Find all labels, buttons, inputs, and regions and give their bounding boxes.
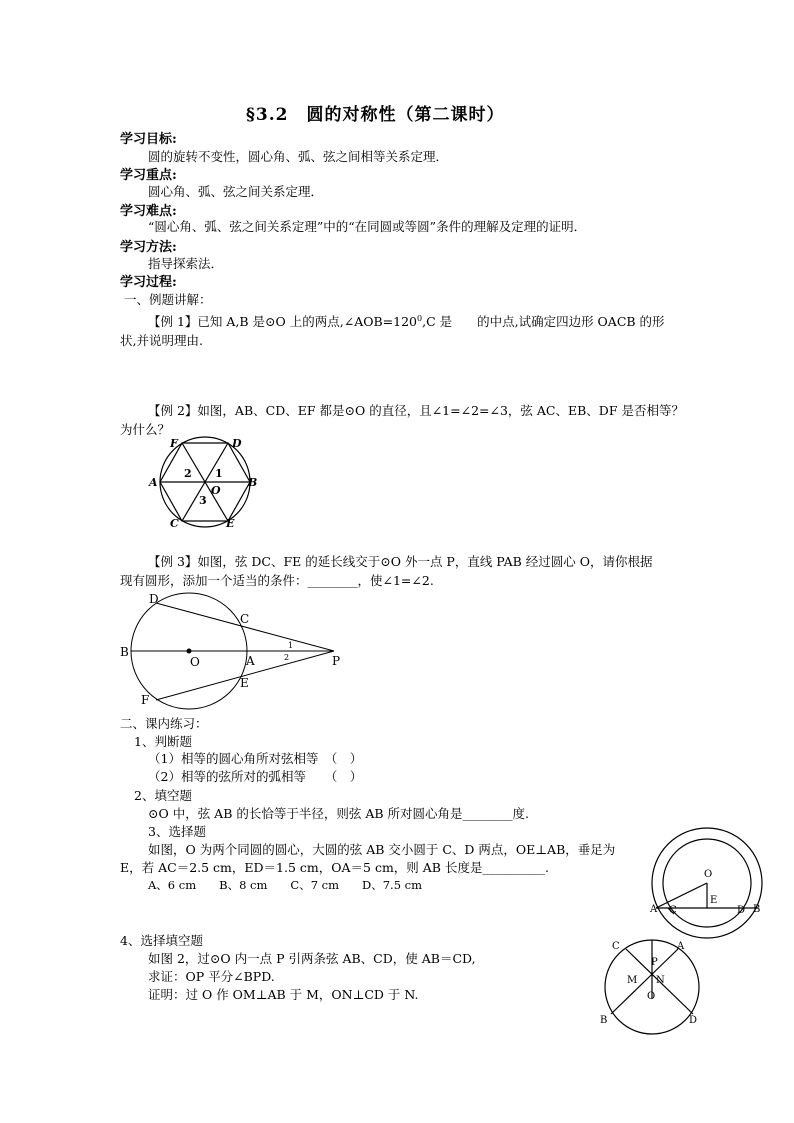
fig2-label-D: D <box>149 592 159 606</box>
fig2-label-F: F <box>141 693 150 707</box>
q3-options: A、6 cm B、8 cm C、7 cm D、7.5 cm <box>148 878 423 892</box>
q2-text: ⊙O 中，弦 AB 的长恰等于半径，则弦 AB 所对圆心角是________度. <box>148 806 529 821</box>
fig1-label-F: F <box>170 437 178 450</box>
part1-heading: 一、例题讲解： <box>124 292 212 307</box>
fig3-label-O: O <box>704 869 713 880</box>
fig2-label-E: E <box>240 676 249 690</box>
q4-heading: 4、选择填空题 <box>120 933 203 948</box>
q4-line3: 证明：过 O 作 OM⊥AB 于 M，ON⊥CD 于 N. <box>148 987 419 1002</box>
fig4-label-M: M <box>627 975 638 986</box>
q1-heading: 1、判断题 <box>134 734 192 749</box>
fig1-angle-3: 3 <box>199 494 207 507</box>
fig2-label-A: A <box>246 654 255 668</box>
fig2-angle-1: 1 <box>288 641 294 650</box>
example3-line1: 【例 3】如图，弦 DC、FE 的延长线交于⊙O 外一点 P，直线 PAB 经过圆心 O，请你根据 <box>148 554 653 569</box>
fig1-label-A: A <box>149 476 158 489</box>
fig4-label-O: O <box>647 991 656 1002</box>
fig2-label-C: C <box>240 612 250 626</box>
example2-line1: 【例 2】如图，AB、CD、EF 都是⊙O 的直径，且∠1=∠2=∠3，弦 AC、EB、DF 是否相等？ <box>148 403 684 418</box>
example3-line2: 现有圆形，添加一个适当的条件：________，使∠1=∠2. <box>120 573 434 588</box>
fig2-label-B: B <box>120 645 129 659</box>
example1-line2: 状,并说明理由. <box>120 333 203 348</box>
fig1-angle-2: 2 <box>184 467 192 480</box>
fig1-label-C: C <box>170 517 179 530</box>
q1-item1: （1）相等的圆心角所对弦相等 （ ） <box>148 751 363 766</box>
goal-text: 圆的旋转不变性，圆心角、弧、弦之间相等关系定理． <box>148 149 449 164</box>
q2-heading: 2、填空题 <box>134 788 192 803</box>
figure-example2 <box>148 432 268 532</box>
q3-line1: 如图，O 为两个同圆的圆心，大圆的弦 AB 交小圆于 C、D 两点，OE⊥AB，垂足为 <box>148 842 616 857</box>
fig3-label-E: E <box>710 895 718 906</box>
goal-heading: 学习目标: <box>120 132 177 147</box>
fig4-label-B: B <box>600 1015 608 1026</box>
figure-q4 <box>600 937 715 1037</box>
q3-line2: E，若 AC＝2.5 cm，ED＝1.5 cm，OA＝5 cm，则 AB 长度是__________. <box>120 860 549 875</box>
key-heading: 学习重点: <box>120 168 177 183</box>
figure-example3 <box>118 590 348 708</box>
part2-heading: 二、课内练习： <box>120 716 208 731</box>
fig4-label-C: C <box>612 941 620 952</box>
fig1-angle-1: 1 <box>215 467 223 480</box>
fig3-label-B: B <box>753 904 761 915</box>
q1-item2: （2）相等的弦所对的弧相等 （ ） <box>148 769 363 784</box>
figure-q3 <box>650 828 770 940</box>
method-text: 指导探索法． <box>148 256 224 271</box>
fig2-label-P: P <box>332 654 341 668</box>
q4-line2: 求证：OP 平分∠BPD. <box>148 969 275 984</box>
fig4-label-A: A <box>677 941 685 952</box>
fig3-label-C: C <box>669 905 677 916</box>
fig2-center-dot <box>187 649 192 654</box>
difficulty-heading: 学习难点: <box>120 204 177 219</box>
fig1-label-E: E <box>226 517 235 530</box>
fig4-label-D: D <box>689 1015 698 1026</box>
fig1-label-B: B <box>248 476 258 489</box>
fig2-label-O: O <box>190 655 200 669</box>
fig4-label-P: P <box>651 957 658 968</box>
example2-line2: 为什么？ <box>120 422 171 437</box>
fig4-label-N: N <box>656 975 665 986</box>
example1-line1: 【例 1】已知 A,B 是⊙O 上的两点$,\angle AOB=120^0,C$ 是 的中点,试确定四边形 OACB 的形 <box>148 313 665 329</box>
fig1-label-D: D <box>232 437 242 450</box>
page-title: §3.2 圆的对称性（第二课时） <box>246 105 505 125</box>
method-heading: 学习方法: <box>120 240 177 255</box>
fig2-angle-2: 2 <box>284 653 290 662</box>
fig1-label-O: O <box>211 484 221 497</box>
fig3-label-A: A <box>650 904 658 915</box>
q4-line1: 如图 2，过⊙O 内一点 P 引两条弦 AB、CD，使 AB＝CD, <box>148 951 476 966</box>
fig3-label-D: D <box>737 905 746 916</box>
process-heading: 学习过程: <box>120 275 177 290</box>
key-text: 圆心角、弧、弦之间关系定理． <box>148 184 324 199</box>
q3-heading: 3、选择题 <box>148 824 206 839</box>
difficulty-text: “圆心角、弧、弦之间关系定理”中的“在同圆或等圆”条件的理解及定理的证明． <box>148 219 587 234</box>
